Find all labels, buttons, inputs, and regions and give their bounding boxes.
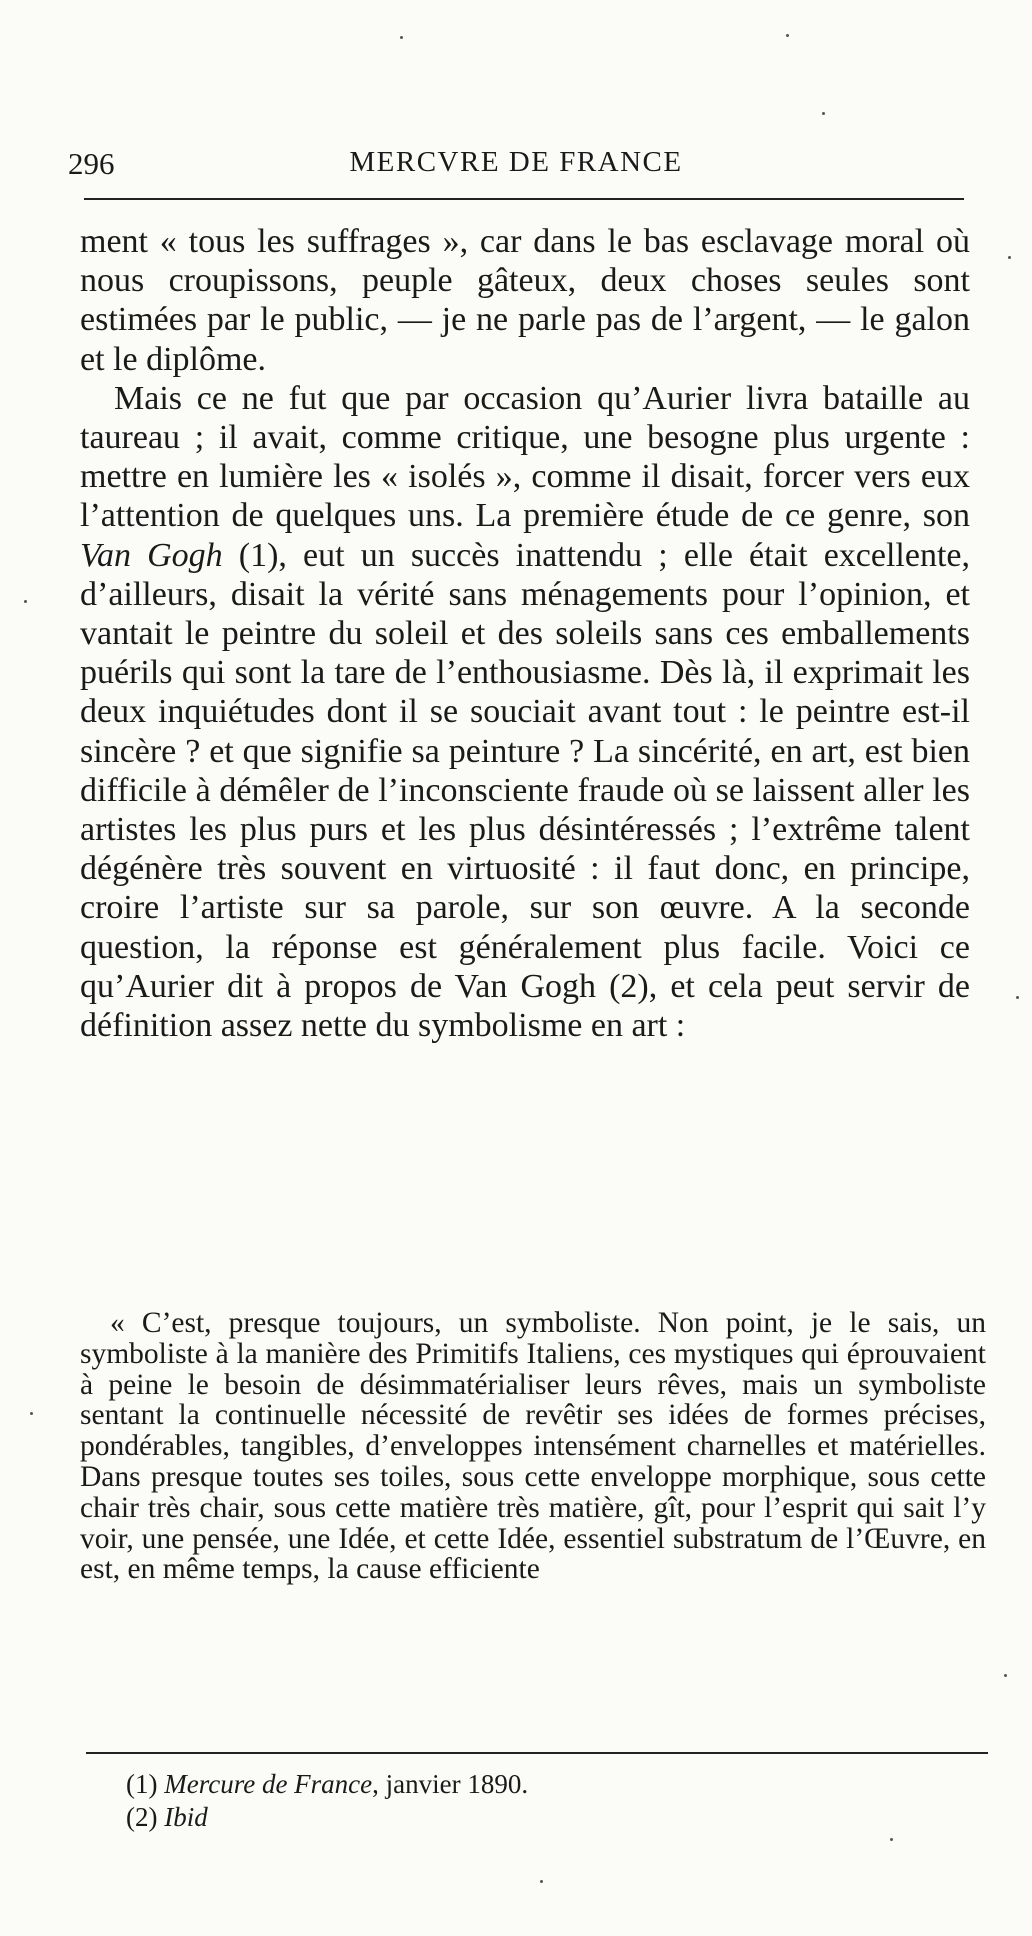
scan-speck: [1004, 1674, 1007, 1677]
scan-speck: [24, 600, 27, 603]
paragraph-text: Mais ce ne fut que par occasion qu’Aurier livra bataille au taureau ; il avait, comme critique, une besogne plus urgente : mettre en lumière les « isolés », comme il disait, forcer vers eux l’attention de quelques uns. La première étude de ce genre, son: [80, 379, 970, 535]
block-quote: [80, 1308, 986, 1585]
header-rule: [84, 198, 964, 200]
scan-speck: [30, 1412, 33, 1415]
main-text: [80, 222, 970, 1045]
footnotes: [126, 1768, 926, 1834]
running-title: MERCVRE DE FRANCE: [349, 146, 683, 178]
footnote: [126, 1801, 926, 1834]
scan-speck: [1008, 256, 1011, 259]
scan-speck: [400, 36, 403, 39]
footnote-source: Ibid: [164, 1802, 208, 1832]
paragraph: ment « tous les suffrages », car dans le bas esclavage moral où nous croupissons, peuple gâteux, deux choses seules sont estimées par le public, — je ne parle pas de l’argent, — le galon et le diplôme.: [80, 223, 970, 378]
page-number: 296: [68, 146, 115, 181]
footnote-detail: , janvier 1890.: [372, 1769, 529, 1799]
footnote-source: Mercure de France: [164, 1769, 373, 1799]
scan-speck: [890, 1838, 893, 1841]
paragraph-text: (1), eut un succès inattendu ; elle était excellente, d’ailleurs, disait la vérité sans ménagements pour l’opinion, et vantait le peintre du soleil et des soleils sans ces emballements puérils qui sont la tare de l’enthousiasme. Dès là, il exprimait les deux inquiétudes dont il se souciait avant tout : le peintre est-il sincère ? et que signifie sa peinture ? La sincérité, en art, est bien difficile à démêler de l’inconsciente fraude où se laissent aller les artistes les plus purs et les plus désintéressés ; l’extrême talent dégénère très souvent en virtuosité : il faut donc, en principe, croire l’artiste sur sa parole, sur son œuvre. A la seconde question, la réponse est généralement plus facile. Voici ce qu’Aurier dit à propos de Van Gogh (2), et cela peut servir de définition assez nette du symbolisme en art :: [80, 536, 970, 1045]
scan-speck: [540, 1880, 543, 1883]
italic-title: Van Gogh: [80, 536, 223, 574]
paragraph: [80, 379, 970, 1045]
page-header: [60, 142, 972, 190]
scan-speck: [1016, 996, 1019, 999]
scan-speck: [786, 34, 789, 37]
footnote-marker: (1): [126, 1769, 158, 1799]
scan-speck: [822, 112, 825, 115]
quote-text: « C’est, presque toujours, un symboliste. Non point, je le sais, un symboliste à la manière des Primitifs Italiens, ces mystiques qui éprouvaient à peine le besoin de désimmatérialiser leurs rêves, mais un symboliste sentant la continuelle nécessité de revêtir ses idées de formes précises, pondérables, tangibles, d’enveloppes intensément charnelles et matérielles. Dans presque toutes ses toiles, sous cette enveloppe morphique, sous cette chair très chair, sous cette matière très matière, gît, pour l’esprit qui sait l’y voir, une pensée, une Idée, et cette Idée, essentiel substratum de l’Œuvre, en est, en même temps, la cause efficiente: [80, 1307, 986, 1586]
footnote-marker: (2): [126, 1802, 158, 1832]
footnote-rule: [86, 1752, 988, 1754]
footnote: [126, 1768, 926, 1801]
